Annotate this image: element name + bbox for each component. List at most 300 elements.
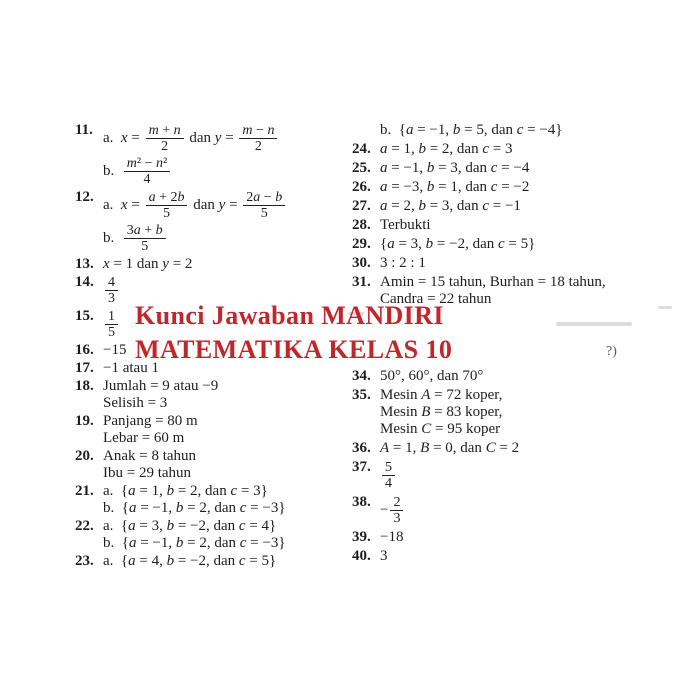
math-variable: c — [238, 518, 246, 534]
math-variable: c — [482, 198, 490, 214]
answer-item — [352, 122, 664, 139]
answer-item — [352, 494, 664, 527]
math-variable: b — [426, 179, 435, 195]
math-variable: b — [175, 500, 184, 516]
text-run: = 83 koper, — [430, 404, 503, 420]
item-number: 30. — [352, 255, 371, 271]
item-content — [380, 440, 664, 457]
item-content — [103, 413, 367, 447]
math-variable: c — [498, 236, 505, 252]
text-run: = 95 koper — [431, 421, 501, 437]
math-variable: B — [421, 404, 431, 420]
math-variable: a — [128, 483, 136, 499]
item-number: 24. — [352, 141, 371, 157]
answer-line — [380, 440, 664, 457]
item-number: 14. — [75, 274, 94, 290]
answer-item — [352, 440, 664, 457]
math-variable: b — [418, 198, 426, 214]
math-variable: A — [421, 387, 431, 403]
text-run: = −1, — [413, 122, 453, 138]
text-run: = 4} — [245, 518, 277, 534]
math-variable: a — [133, 223, 141, 238]
text-run: = 1, — [135, 483, 167, 499]
text-run: = 3} — [237, 483, 268, 499]
text-run: ² − — [136, 156, 156, 171]
text-run: = −3} — [246, 535, 286, 551]
math-variable: c — [230, 483, 238, 499]
item-number: 29. — [352, 236, 371, 252]
item-content — [380, 236, 664, 253]
answer-line — [103, 222, 367, 255]
fraction — [390, 495, 403, 526]
item-content — [380, 198, 664, 215]
fraction-numerator — [382, 460, 395, 476]
answer-item — [352, 217, 664, 234]
item-content — [103, 189, 367, 255]
math-variable: n — [267, 123, 275, 138]
item-number: 31. — [352, 274, 371, 290]
answer-item — [75, 553, 367, 570]
text-run: = −1, — [387, 160, 427, 176]
answer-line — [380, 255, 664, 272]
answer-line — [380, 494, 664, 527]
math-variable: a — [380, 179, 388, 195]
text-run: dan — [189, 197, 219, 213]
fraction — [243, 190, 285, 221]
math-variable: a — [380, 160, 388, 176]
text-run: Lebar = 60 m — [103, 430, 185, 446]
fraction-numerator — [124, 223, 166, 239]
answer-item — [352, 368, 664, 385]
text-run: = −2, dan — [433, 236, 498, 252]
item-number: 27. — [352, 198, 371, 214]
answer-line — [380, 122, 664, 139]
item-number: 15. — [75, 308, 94, 324]
item-content — [103, 122, 367, 188]
watermark-line-2: MATEMATIKA KELAS 10 — [135, 335, 453, 364]
fraction-denominator — [253, 139, 264, 154]
text-run: = 2, dan — [425, 141, 483, 157]
math-variable: n — [173, 123, 181, 138]
answer-item — [75, 483, 367, 517]
item-number: 23. — [75, 553, 94, 569]
text-run: = 0, dan — [429, 440, 486, 456]
text-run: = 3, dan — [434, 160, 491, 176]
fraction-numerator — [146, 123, 184, 139]
math-variable: n — [155, 156, 163, 171]
text-run: − — [260, 190, 276, 205]
text-run: 4 — [143, 172, 151, 187]
text-run: 5 — [163, 206, 171, 221]
text-run: = 3, dan — [425, 198, 483, 214]
item-number: 20. — [75, 448, 94, 464]
fraction-numerator — [105, 309, 118, 325]
text-run: = 1, dan — [434, 179, 491, 195]
fraction-denominator — [106, 291, 117, 306]
text-run: 2 — [393, 495, 401, 510]
math-variable: c — [238, 553, 246, 569]
item-content — [380, 459, 664, 492]
item-number: 28. — [352, 217, 371, 233]
math-variable: a — [253, 190, 261, 205]
answer-line — [380, 179, 664, 196]
math-variable: m — [126, 156, 137, 171]
text-run: a. — [103, 197, 121, 213]
text-run: = 1, — [389, 440, 421, 456]
text-run: = −3, — [387, 179, 427, 195]
math-variable: c — [490, 160, 498, 176]
answer-item — [352, 198, 664, 215]
answer-item — [352, 160, 664, 177]
answer-item — [352, 255, 664, 272]
answer-line — [380, 217, 664, 234]
text-run: Jumlah = 9 atau −9 — [103, 378, 219, 394]
text-run: = 2, dan — [174, 483, 231, 499]
answer-item — [75, 413, 367, 447]
item-content — [380, 122, 664, 139]
text-run: 3 — [108, 291, 115, 306]
fraction — [105, 309, 118, 340]
text-run: = 1 dan — [109, 256, 163, 272]
math-variable: a — [387, 236, 395, 252]
item-number: 21. — [75, 483, 94, 499]
answer-item — [75, 448, 367, 482]
text-run: = −1, — [136, 500, 176, 516]
math-variable: b — [418, 141, 426, 157]
answer-line — [103, 378, 367, 395]
math-variable: C — [421, 421, 432, 437]
text-run: = −3} — [246, 500, 286, 516]
watermark-line-1: Kunci Jawaban MANDIRI — [135, 301, 444, 330]
item-content — [380, 387, 664, 438]
text-run: Ibu = 29 tahun — [103, 465, 192, 481]
item-content — [380, 179, 664, 196]
item-number: 36. — [352, 440, 371, 456]
text-run: a. { — [103, 483, 129, 499]
item-content — [380, 255, 664, 272]
fraction-denominator — [141, 172, 152, 187]
text-run: a. — [103, 130, 121, 146]
text-run: 4 — [108, 275, 115, 290]
text-run: Candra = 22 tahun — [380, 291, 492, 307]
item-number: 40. — [352, 548, 371, 564]
math-variable: a — [128, 553, 136, 569]
item-content — [380, 160, 664, 177]
item-content — [380, 494, 664, 527]
item-number: 19. — [75, 413, 94, 429]
answer-line — [103, 483, 367, 500]
text-run: + 2 — [155, 190, 178, 205]
scan-artifact-text: ?) — [606, 344, 617, 359]
fraction-denominator — [106, 325, 117, 340]
fraction — [382, 460, 395, 491]
math-variable: x — [103, 256, 110, 272]
fraction-denominator — [391, 511, 402, 526]
answer-line — [380, 160, 664, 177]
answer-line — [103, 465, 367, 482]
text-run: b. { — [380, 122, 406, 138]
answer-line — [380, 387, 664, 404]
answer-line — [103, 448, 367, 465]
math-variable: b — [166, 483, 175, 499]
fraction-denominator — [259, 206, 270, 221]
item-content — [380, 217, 664, 234]
text-run: b. — [103, 163, 122, 179]
scan-smudge — [658, 306, 672, 309]
answer-line — [103, 189, 367, 222]
answer-line — [380, 236, 664, 253]
item-number: 11. — [75, 122, 93, 138]
text-run: Mesin — [380, 387, 422, 403]
math-variable: b — [177, 190, 185, 205]
item-number: 26. — [352, 179, 371, 195]
math-variable: c — [239, 500, 247, 516]
math-variable: B — [420, 440, 430, 456]
answer-item — [352, 387, 664, 438]
text-run: = — [221, 130, 238, 146]
answer-item — [352, 141, 664, 158]
fraction-denominator — [161, 206, 172, 221]
math-variable: a — [405, 122, 414, 138]
text-run: 2 — [161, 139, 169, 154]
text-run: −15 — [103, 342, 127, 358]
answer-line — [103, 155, 367, 188]
item-number: 34. — [352, 368, 371, 384]
text-run: Terbukti — [380, 217, 431, 233]
item-number: 16. — [75, 342, 94, 358]
fraction — [146, 190, 188, 221]
text-run: = 5} — [504, 236, 536, 252]
answer-line — [380, 404, 664, 421]
answer-line — [103, 413, 367, 430]
answer-line — [103, 395, 367, 412]
text-run: = 72 koper, — [430, 387, 503, 403]
answer-item — [352, 529, 664, 546]
text-run: Amin = 15 tahun, Burhan = 18 tahun, — [380, 274, 606, 290]
text-run: 3 : 2 : 1 — [380, 255, 426, 271]
fraction-numerator — [390, 495, 403, 511]
item-content — [103, 553, 367, 570]
math-variable: a — [148, 190, 156, 205]
text-run: = 3 — [489, 141, 513, 157]
answer-line — [380, 368, 664, 385]
fraction-numerator — [105, 275, 118, 291]
answer-line — [103, 518, 367, 535]
text-run: b. — [103, 230, 122, 246]
fraction-denominator — [159, 139, 170, 154]
text-run: Panjang = 80 m — [103, 413, 198, 429]
fraction — [239, 123, 277, 154]
answer-line — [380, 421, 664, 438]
item-content — [380, 548, 664, 565]
answer-line — [380, 141, 664, 158]
text-run: − — [380, 502, 389, 518]
text-run: a. { — [103, 518, 129, 534]
item-content — [103, 256, 367, 273]
math-variable: a — [128, 500, 137, 516]
math-variable: b — [426, 160, 435, 176]
text-run: = −1, — [136, 535, 176, 551]
answer-line — [103, 500, 367, 517]
answer-line — [380, 548, 664, 565]
text-run: = 2 — [168, 256, 193, 272]
text-run: = 5} — [245, 553, 277, 569]
text-run: = −2, dan — [174, 518, 239, 534]
text-run: 3 — [126, 223, 134, 238]
item-number: 37. — [352, 459, 371, 475]
text-run: = 2, — [387, 198, 419, 214]
text-run: 5 — [141, 239, 149, 254]
item-number: 12. — [75, 189, 94, 205]
text-run: a. { — [103, 553, 129, 569]
text-run: 2 — [246, 190, 254, 205]
fraction — [105, 275, 118, 306]
math-variable: m — [242, 123, 253, 138]
item-content — [103, 483, 367, 517]
text-run: = 3, — [135, 518, 167, 534]
item-content — [103, 518, 367, 552]
text-run: = −4} — [523, 122, 563, 138]
text-run: = −4 — [497, 160, 530, 176]
math-variable: b — [155, 223, 163, 238]
fraction-denominator — [383, 476, 394, 491]
math-variable: b — [425, 236, 434, 252]
math-variable: a — [128, 535, 137, 551]
item-number: 39. — [352, 529, 371, 545]
math-variable: c — [516, 122, 524, 138]
text-run: = — [127, 130, 144, 146]
math-variable: y — [162, 256, 169, 272]
fraction — [146, 123, 184, 154]
text-run: −18 — [380, 529, 404, 545]
answer-line — [103, 122, 367, 155]
fraction-numerator — [146, 190, 188, 206]
text-run: 5 — [385, 460, 392, 475]
fraction-numerator — [124, 156, 170, 172]
answer-line — [380, 529, 664, 546]
math-variable: c — [239, 535, 247, 551]
text-run: = 2, dan — [183, 535, 240, 551]
text-run: Selisih = 3 — [103, 395, 168, 411]
fraction — [124, 223, 166, 254]
math-variable: m — [148, 123, 159, 138]
answer-line — [380, 198, 664, 215]
fraction-numerator — [243, 190, 285, 206]
text-run: = 1, — [387, 141, 419, 157]
answer-line — [103, 535, 367, 552]
math-variable: b — [166, 518, 175, 534]
text-run: = 5, dan — [460, 122, 517, 138]
math-variable: a — [380, 141, 388, 157]
item-content — [380, 368, 664, 385]
math-variable: b — [166, 553, 175, 569]
math-variable: b — [175, 535, 184, 551]
scan-smudge — [556, 322, 632, 326]
math-variable: a — [380, 198, 388, 214]
text-run: Anak = 8 tahun — [103, 448, 197, 464]
text-run: Mesin — [380, 404, 422, 420]
answer-line — [103, 553, 367, 570]
answer-item — [75, 122, 367, 188]
text-run: − — [252, 123, 268, 138]
text-run: = — [127, 197, 144, 213]
answer-item — [352, 179, 664, 196]
text-run: = 2, dan — [183, 500, 240, 516]
answer-line — [380, 274, 664, 291]
text-run: = — [225, 197, 242, 213]
text-run: { — [380, 236, 388, 252]
item-number: 18. — [75, 378, 94, 394]
answer-item — [75, 256, 367, 273]
item-number: 22. — [75, 518, 94, 534]
answer-line — [103, 430, 367, 447]
item-content — [380, 529, 664, 546]
text-run: = −1 — [489, 198, 521, 214]
text-run: 4 — [385, 476, 392, 491]
item-number: 13. — [75, 256, 94, 272]
item-number: 38. — [352, 494, 371, 510]
math-variable: c — [490, 179, 498, 195]
text-run: = −2 — [497, 179, 530, 195]
item-number: 25. — [352, 160, 371, 176]
answer-line — [380, 459, 664, 492]
math-variable: y — [218, 197, 226, 213]
red-watermark-title — [135, 299, 452, 367]
text-run: 5 — [260, 206, 268, 221]
math-variable: b — [452, 122, 461, 138]
answer-item — [75, 378, 367, 412]
math-variable: x — [120, 197, 128, 213]
text-run: = 2 — [495, 440, 520, 456]
text-run: 3 — [393, 511, 401, 526]
item-number: 17. — [75, 360, 94, 376]
fraction-denominator — [139, 239, 150, 254]
text-run: 2 — [254, 139, 262, 154]
text-run: = −2, dan — [174, 553, 239, 569]
answer-item — [75, 518, 367, 552]
math-variable: C — [485, 440, 496, 456]
text-run: 1 — [108, 309, 115, 324]
answer-item — [75, 189, 367, 255]
text-run: = 3, — [394, 236, 426, 252]
item-content — [103, 378, 367, 412]
fraction — [124, 156, 170, 187]
math-variable: a — [128, 518, 136, 534]
answer-line — [103, 256, 367, 273]
math-variable: x — [120, 130, 128, 146]
answer-item — [352, 548, 664, 565]
math-variable: c — [482, 141, 490, 157]
math-variable: A — [380, 440, 390, 456]
text-run: b. { — [103, 500, 129, 516]
text-run: + — [158, 123, 174, 138]
text-run: 5 — [108, 325, 115, 340]
text-run: ² — [162, 156, 168, 171]
math-variable: b — [275, 190, 283, 205]
answer-item — [352, 459, 664, 492]
text-run: b. { — [103, 535, 129, 551]
item-number: 35. — [352, 387, 371, 403]
text-run: 3 — [380, 548, 388, 564]
answer-item — [352, 236, 664, 253]
text-run: 50°, 60°, dan 70° — [380, 368, 484, 384]
item-content — [103, 448, 367, 482]
item-content — [380, 141, 664, 158]
text-run: + — [140, 223, 156, 238]
text-run: = 4, — [135, 553, 167, 569]
text-run: Mesin — [380, 421, 422, 437]
text-run: dan — [185, 130, 215, 146]
